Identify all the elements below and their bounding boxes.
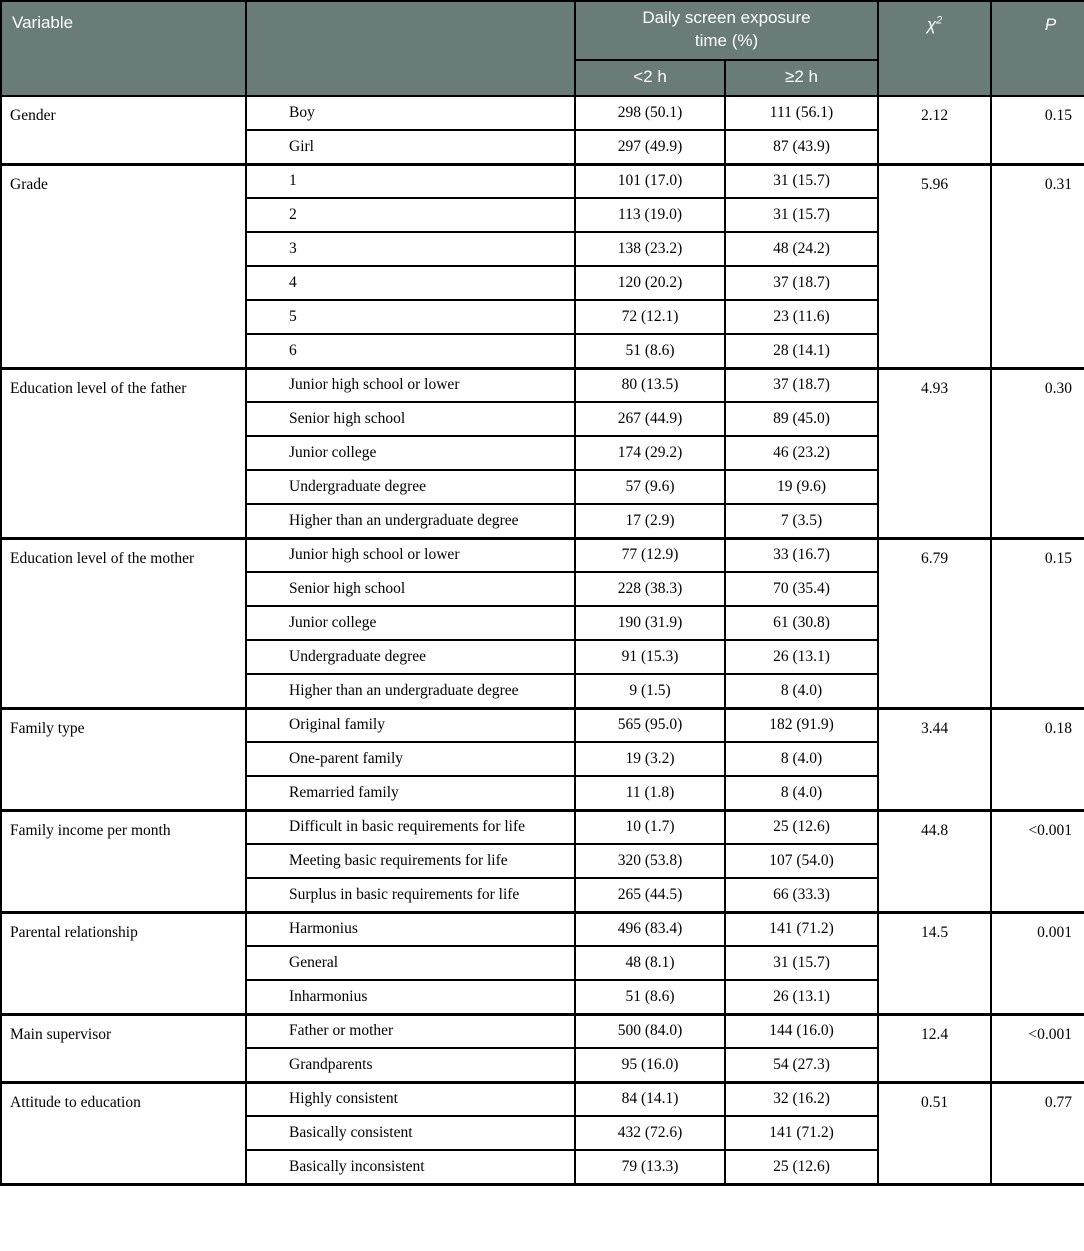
value-ge2h-cell: 89 (45.0) xyxy=(725,402,878,436)
value-lt2h-cell: 297 (49.9) xyxy=(575,130,725,164)
value-ge2h-cell: 31 (15.7) xyxy=(725,164,878,198)
value-ge2h-cell: 8 (4.0) xyxy=(725,742,878,776)
value-ge2h-cell: 37 (18.7) xyxy=(725,368,878,402)
category-cell: Harmonius xyxy=(246,912,575,946)
table-row xyxy=(1,810,1084,844)
p-value-cell: 0.31 xyxy=(991,164,1084,368)
category-cell: Meeting basic requirements for life xyxy=(246,844,575,878)
value-ge2h-cell: 70 (35.4) xyxy=(725,572,878,606)
value-lt2h-cell: 10 (1.7) xyxy=(575,810,725,844)
category-cell: Junior high school or lower xyxy=(246,538,575,572)
value-lt2h-cell: 267 (44.9) xyxy=(575,402,725,436)
p-value-cell: <0.001 xyxy=(991,1014,1084,1082)
value-ge2h-cell: 87 (43.9) xyxy=(725,130,878,164)
header-variable: Variable xyxy=(1,1,246,96)
value-ge2h-cell: 141 (71.2) xyxy=(725,1116,878,1150)
category-cell: Inharmonius xyxy=(246,980,575,1014)
value-ge2h-cell: 182 (91.9) xyxy=(725,708,878,742)
value-lt2h-cell: 228 (38.3) xyxy=(575,572,725,606)
category-cell: Undergraduate degree xyxy=(246,470,575,504)
category-cell: Basically inconsistent xyxy=(246,1150,575,1184)
variable-cell: Grade xyxy=(1,164,246,368)
table-header xyxy=(1,1,1084,96)
category-cell: 5 xyxy=(246,300,575,334)
category-cell: Junior high school or lower xyxy=(246,368,575,402)
value-lt2h-cell: 496 (83.4) xyxy=(575,912,725,946)
value-lt2h-cell: 91 (15.3) xyxy=(575,640,725,674)
category-cell: One-parent family xyxy=(246,742,575,776)
chi-squared-cell: 3.44 xyxy=(878,708,991,810)
value-lt2h-cell: 432 (72.6) xyxy=(575,1116,725,1150)
value-lt2h-cell: 113 (19.0) xyxy=(575,198,725,232)
value-lt2h-cell: 17 (2.9) xyxy=(575,504,725,538)
value-lt2h-cell: 79 (13.3) xyxy=(575,1150,725,1184)
value-ge2h-cell: 111 (56.1) xyxy=(725,96,878,130)
category-cell: 4 xyxy=(246,266,575,300)
p-value-cell: 0.15 xyxy=(991,96,1084,164)
category-cell: Difficult in basic requirements for life xyxy=(246,810,575,844)
chi-squared-cell: 12.4 xyxy=(878,1014,991,1082)
chi-squared-cell: 4.93 xyxy=(878,368,991,538)
value-ge2h-cell: 8 (4.0) xyxy=(725,776,878,810)
table-row xyxy=(1,368,1084,402)
value-lt2h-cell: 95 (16.0) xyxy=(575,1048,725,1082)
category-cell: Higher than an undergraduate degree xyxy=(246,674,575,708)
value-lt2h-cell: 57 (9.6) xyxy=(575,470,725,504)
value-lt2h-cell: 72 (12.1) xyxy=(575,300,725,334)
category-cell: Junior college xyxy=(246,436,575,470)
table-row xyxy=(1,1082,1084,1116)
chi-squared-cell: 5.96 xyxy=(878,164,991,368)
chi-squared-cell: 6.79 xyxy=(878,538,991,708)
value-lt2h-cell: 120 (20.2) xyxy=(575,266,725,300)
p-value-cell: 0.18 xyxy=(991,708,1084,810)
value-ge2h-cell: 107 (54.0) xyxy=(725,844,878,878)
value-ge2h-cell: 28 (14.1) xyxy=(725,334,878,368)
header-category-blank xyxy=(246,1,575,96)
value-ge2h-cell: 46 (23.2) xyxy=(725,436,878,470)
value-ge2h-cell: 61 (30.8) xyxy=(725,606,878,640)
value-ge2h-cell: 26 (13.1) xyxy=(725,980,878,1014)
category-cell: Highly consistent xyxy=(246,1082,575,1116)
value-ge2h-cell: 31 (15.7) xyxy=(725,946,878,980)
header-chi-squared xyxy=(878,1,991,96)
value-lt2h-cell: 138 (23.2) xyxy=(575,232,725,266)
variable-cell: Education level of the mother xyxy=(1,538,246,708)
category-cell: 6 xyxy=(246,334,575,368)
chi-squared-cell: 0.51 xyxy=(878,1082,991,1184)
category-cell: Surplus in basic requirements for life xyxy=(246,878,575,912)
category-cell: Original family xyxy=(246,708,575,742)
table-row xyxy=(1,1014,1084,1048)
variable-cell: Family type xyxy=(1,708,246,810)
variable-cell: Parental relationship xyxy=(1,912,246,1014)
table-row xyxy=(1,708,1084,742)
variable-cell: Education level of the father xyxy=(1,368,246,538)
value-ge2h-cell: 19 (9.6) xyxy=(725,470,878,504)
value-lt2h-cell: 9 (1.5) xyxy=(575,674,725,708)
category-cell: Remarried family xyxy=(246,776,575,810)
header-less-than-2h: <2 h xyxy=(575,60,725,96)
variable-cell: Gender xyxy=(1,96,246,164)
category-cell: Grandparents xyxy=(246,1048,575,1082)
category-cell: 3 xyxy=(246,232,575,266)
chi-squared-cell: 2.12 xyxy=(878,96,991,164)
p-value-cell: <0.001 xyxy=(991,810,1084,912)
header-exposure-label: Daily screen exposure time (%) xyxy=(642,8,811,50)
chi-exponent: 2 xyxy=(936,14,943,27)
category-cell: Undergraduate degree xyxy=(246,640,575,674)
table-row xyxy=(1,164,1084,198)
value-lt2h-cell: 265 (44.5) xyxy=(575,878,725,912)
value-ge2h-cell: 54 (27.3) xyxy=(725,1048,878,1082)
value-ge2h-cell: 48 (24.2) xyxy=(725,232,878,266)
value-ge2h-cell: 25 (12.6) xyxy=(725,810,878,844)
category-cell: Basically consistent xyxy=(246,1116,575,1150)
header-greater-equal-2h: ≥2 h xyxy=(725,60,878,96)
p-value-cell: 0.001 xyxy=(991,912,1084,1014)
variable-cell: Main supervisor xyxy=(1,1014,246,1082)
value-lt2h-cell: 500 (84.0) xyxy=(575,1014,725,1048)
category-cell: Senior high school xyxy=(246,572,575,606)
value-lt2h-cell: 80 (13.5) xyxy=(575,368,725,402)
category-cell: 1 xyxy=(246,164,575,198)
value-lt2h-cell: 77 (12.9) xyxy=(575,538,725,572)
category-cell: Father or mother xyxy=(246,1014,575,1048)
header-p-value: P xyxy=(991,1,1084,96)
value-ge2h-cell: 8 (4.0) xyxy=(725,674,878,708)
table-row xyxy=(1,538,1084,572)
value-ge2h-cell: 32 (16.2) xyxy=(725,1082,878,1116)
value-lt2h-cell: 565 (95.0) xyxy=(575,708,725,742)
value-lt2h-cell: 320 (53.8) xyxy=(575,844,725,878)
p-value-cell: 0.77 xyxy=(991,1082,1084,1184)
variable-cell: Family income per month xyxy=(1,810,246,912)
value-lt2h-cell: 298 (50.1) xyxy=(575,96,725,130)
value-ge2h-cell: 37 (18.7) xyxy=(725,266,878,300)
value-lt2h-cell: 190 (31.9) xyxy=(575,606,725,640)
p-value-cell: 0.30 xyxy=(991,368,1084,538)
value-lt2h-cell: 174 (29.2) xyxy=(575,436,725,470)
table-row xyxy=(1,96,1084,130)
value-ge2h-cell: 23 (11.6) xyxy=(725,300,878,334)
value-ge2h-cell: 26 (13.1) xyxy=(725,640,878,674)
table-body xyxy=(1,96,1084,1184)
value-lt2h-cell: 51 (8.6) xyxy=(575,334,725,368)
value-ge2h-cell: 7 (3.5) xyxy=(725,504,878,538)
value-ge2h-cell: 141 (71.2) xyxy=(725,912,878,946)
category-cell: 2 xyxy=(246,198,575,232)
category-cell: Junior college xyxy=(246,606,575,640)
category-cell: Higher than an undergraduate degree xyxy=(246,504,575,538)
value-lt2h-cell: 19 (3.2) xyxy=(575,742,725,776)
p-value-cell: 0.15 xyxy=(991,538,1084,708)
header-exposure-group xyxy=(575,1,878,60)
value-lt2h-cell: 11 (1.8) xyxy=(575,776,725,810)
chi-symbol: χ xyxy=(926,15,937,34)
value-lt2h-cell: 51 (8.6) xyxy=(575,980,725,1014)
value-ge2h-cell: 66 (33.3) xyxy=(725,878,878,912)
value-lt2h-cell: 84 (14.1) xyxy=(575,1082,725,1116)
category-cell: Girl xyxy=(246,130,575,164)
category-cell: General xyxy=(246,946,575,980)
table-row xyxy=(1,912,1084,946)
value-ge2h-cell: 25 (12.6) xyxy=(725,1150,878,1184)
chi-squared-cell: 44.8 xyxy=(878,810,991,912)
value-ge2h-cell: 33 (16.7) xyxy=(725,538,878,572)
value-ge2h-cell: 144 (16.0) xyxy=(725,1014,878,1048)
variable-cell: Attitude to education xyxy=(1,1082,246,1184)
value-lt2h-cell: 101 (17.0) xyxy=(575,164,725,198)
value-ge2h-cell: 31 (15.7) xyxy=(725,198,878,232)
category-cell: Senior high school xyxy=(246,402,575,436)
chi-squared-cell: 14.5 xyxy=(878,912,991,1014)
value-lt2h-cell: 48 (8.1) xyxy=(575,946,725,980)
category-cell: Boy xyxy=(246,96,575,130)
